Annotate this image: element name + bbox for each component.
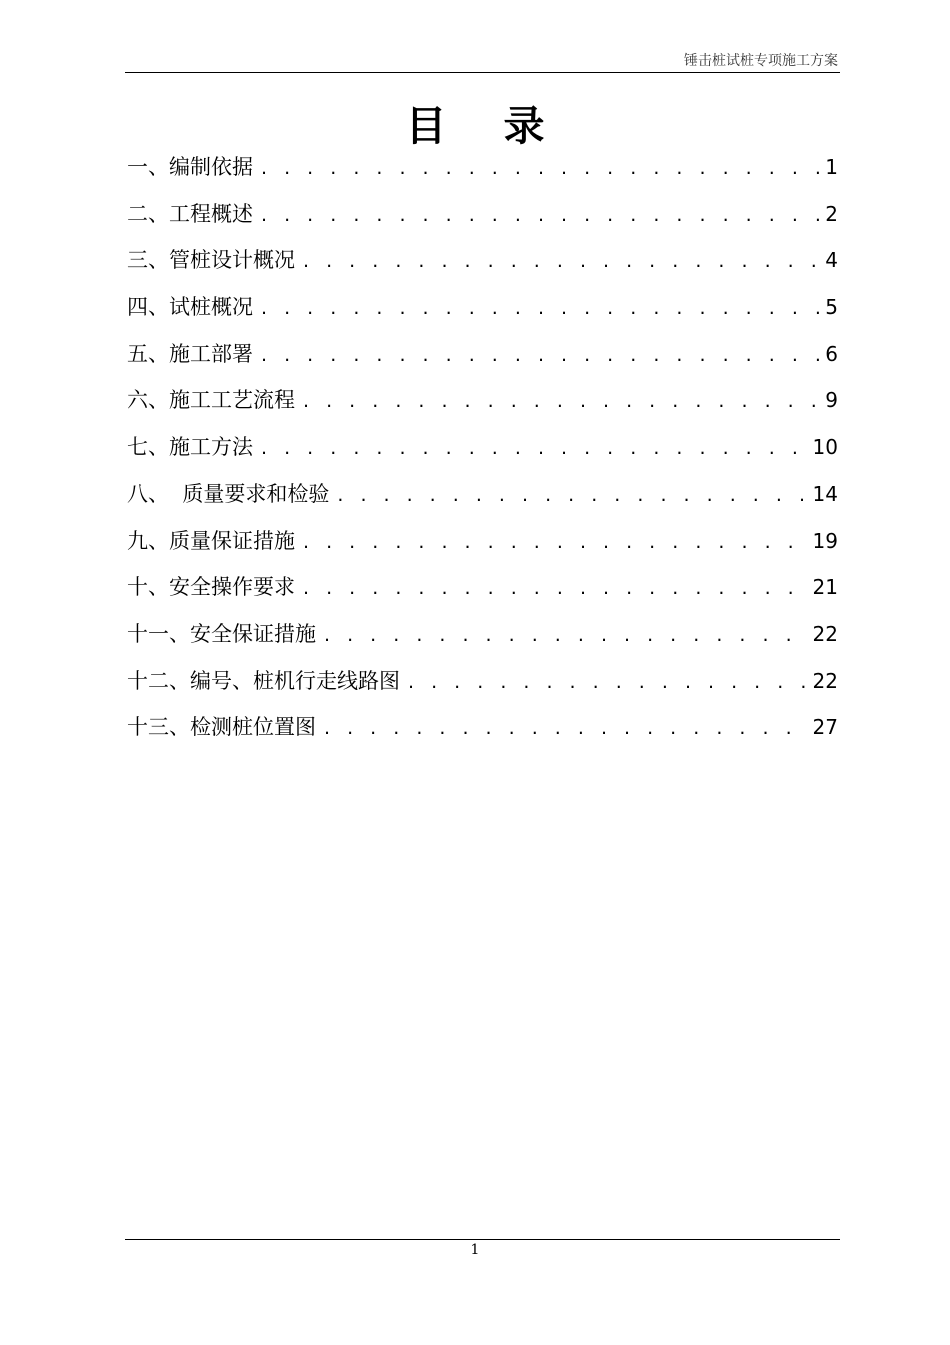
toc-entry[interactable]: [127, 191, 838, 238]
toc-entry-label: 五、施工部署: [127, 341, 253, 366]
toc-entry-label: 三、管桩设计概况: [127, 248, 295, 273]
footer-divider: [125, 1239, 840, 1240]
toc-entry-label: 十、安全操作要求: [127, 575, 295, 600]
dot-leader: [303, 519, 807, 566]
toc-entry[interactable]: [127, 377, 838, 424]
dot-leader: [324, 705, 807, 752]
toc-entry-label: 十三、检测桩位置图: [127, 715, 316, 740]
dot-leader: [303, 378, 819, 425]
toc-entry[interactable]: [127, 237, 838, 284]
toc-entry-label: 七、施工方法: [127, 435, 253, 460]
toc-entry-page: 19: [812, 528, 838, 553]
toc-list: [127, 144, 838, 751]
running-header: 锤击桩试桩专项施工方案: [684, 53, 838, 69]
dot-leader: [408, 659, 807, 706]
toc-entry-label: 十二、编号、桩机行走线路图: [127, 668, 400, 693]
toc-entry[interactable]: [127, 331, 838, 378]
toc-entry-page: 9: [825, 388, 838, 413]
toc-entry-label: 九、质量保证措施: [127, 528, 295, 553]
toc-entry[interactable]: [127, 424, 838, 471]
toc-title: 目 录: [405, 102, 545, 150]
toc-entry-page: 14: [812, 481, 838, 506]
toc-entry-page: 5: [825, 295, 838, 320]
dot-leader: [261, 332, 819, 379]
header-divider: [125, 72, 840, 73]
dot-leader: [337, 472, 806, 519]
toc-entry-page: 22: [812, 668, 838, 693]
dot-leader: [261, 285, 819, 332]
toc-entry-page: 10: [812, 435, 838, 460]
toc-entry-label: 六、施工工艺流程: [127, 388, 295, 413]
toc-entry[interactable]: [127, 144, 838, 191]
toc-entry-page: 27: [812, 715, 838, 740]
toc-entry-label: 四、试桩概况: [127, 295, 253, 320]
dot-leader: [261, 192, 819, 239]
toc-entry[interactable]: [127, 611, 838, 658]
toc-entry-label: 八、 质量要求和检验: [127, 481, 330, 506]
toc-entry-page: 6: [825, 341, 838, 366]
dot-leader: [324, 612, 807, 659]
toc-entry-page: 2: [825, 201, 838, 226]
page-number: 1: [470, 1242, 480, 1258]
toc-entry-page: 22: [812, 621, 838, 646]
toc-entry-label: 二、工程概述: [127, 201, 253, 226]
toc-entry-label: 十一、安全保证措施: [127, 621, 316, 646]
dot-leader: [261, 425, 807, 472]
toc-entry-page: 1: [825, 155, 838, 179]
toc-entry-label: 一、编制依据: [127, 155, 253, 179]
toc-entry[interactable]: [127, 471, 838, 518]
toc-entry[interactable]: [127, 564, 838, 611]
toc-entry[interactable]: [127, 284, 838, 331]
dot-leader: [303, 238, 819, 285]
toc-entry-page: 4: [825, 248, 838, 273]
toc-entry[interactable]: [127, 518, 838, 565]
toc-entry-page: 21: [812, 575, 838, 600]
toc-entry[interactable]: [127, 704, 838, 751]
toc-entry[interactable]: [127, 658, 838, 705]
dot-leader: [303, 565, 807, 612]
dot-leader: [261, 145, 819, 192]
